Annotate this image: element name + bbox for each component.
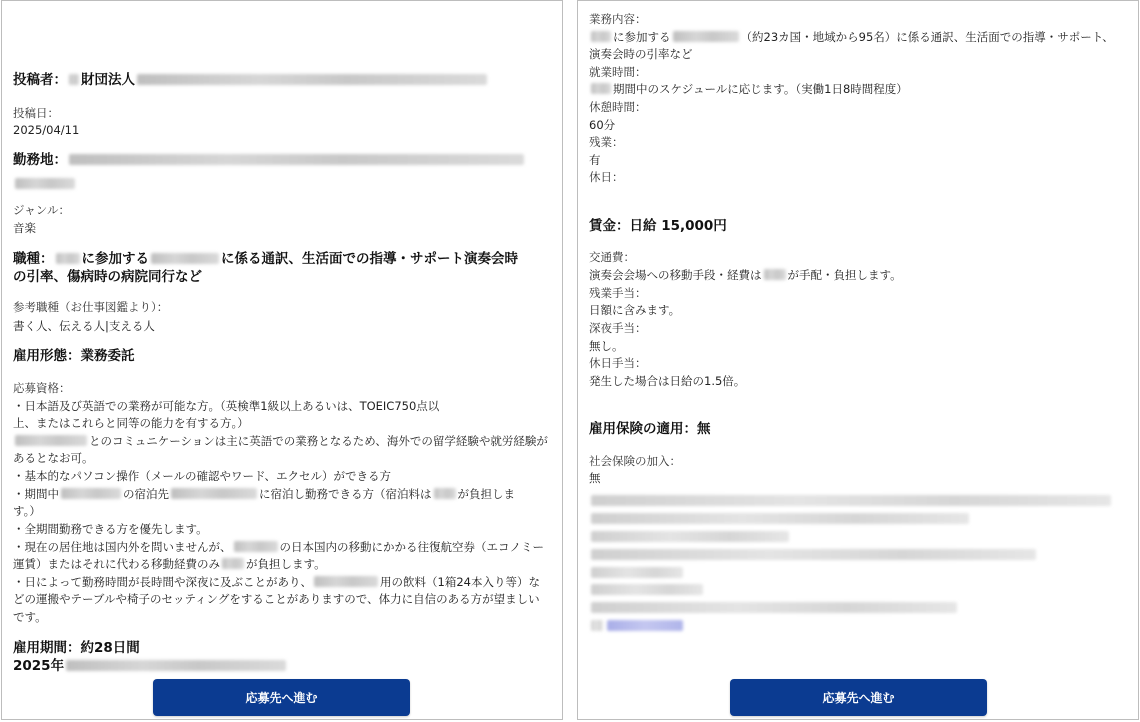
job-title-row-1 [13,250,550,269]
redacted-text [591,31,611,42]
wage-label: 賃金： [589,218,630,234]
transport-label: 交通費： [589,250,635,264]
poster-row [13,71,550,90]
qualification-line: あるとなお可。 [13,451,94,465]
redacted-line [589,526,1126,545]
period-value: 約28日間 [80,640,140,656]
job-label: 職種： [13,251,54,267]
ot-pay-label: 残業手当： [589,286,647,300]
qualification-text: に宿泊し勤務できる方（宿泊料は [259,487,432,501]
qualification-text: が負担します。 [246,557,326,571]
insurance-row [589,420,1126,439]
redacted-text [69,74,79,85]
qualification-line: ・全期間勤務できる方を優先します。 [13,522,208,536]
ot-pay-value: 日額に含みます。 [589,303,681,317]
qualification-line: ・日本語及び英語での業務が可能な方。（英検準1級以上あるいは、TOEIC750点以 [13,399,440,413]
overtime-label: 残業： [589,135,624,149]
qualification-text: 運賃）またはそれに代わる移動経費のみ [13,557,220,571]
hours-label: 就業時間： [589,65,647,79]
transport-line [589,267,1126,284]
qualification-text: ・日によって勤務時間が長時間や深夜に及ぶことがあり、 [13,575,312,589]
qualification-text: の日本国内の移動にかかる往復航空券（エコノミー [279,540,544,554]
apply-button[interactable]: 応募先へ進む [153,679,410,716]
apply-button[interactable]: 応募先へ進む [730,679,987,716]
location-row-2 [13,173,550,192]
redacted-line [589,490,1126,509]
hours-value: 期間中のスケジュールに応じます。（実働1日8時間程度） [613,82,908,96]
duties-label: 業務内容： [589,12,647,26]
qualification-text: とのコミュニケーションは主に英語での業務となるため、海外での留学経験や就労経験が [89,434,548,448]
redacted-text [151,253,219,264]
job-detail-panel-left [1,0,563,720]
qualification-line [13,574,550,591]
redacted-line [589,579,1126,598]
genre-value: 音楽 [13,221,36,235]
qualification-line: です。 [13,610,47,624]
redacted-text [764,269,786,280]
holiday-pay-value: 発生した場合は日給の1.5倍。 [589,374,746,388]
redacted-text [15,435,87,446]
qualification-line [13,433,550,450]
overtime-value: 有 [589,153,601,167]
night-pay-label: 深夜手当： [589,321,647,335]
redacted-link-line [589,615,1126,634]
post-date-value: 2025/04/11 [13,123,80,137]
job-detail-panel-right [577,0,1139,720]
location-label: 勤務地： [13,152,67,168]
qualification-line: 上、またはこれらと同等の能力を有する方。） [13,416,249,430]
duties-line: 演奏会時の引率など [589,47,693,61]
transport-text: が手配・負担します。 [787,268,902,282]
redacted-text [234,541,278,552]
qualification-line: どの運搬やテーブルや椅子のセッティングをすることがありますので、体力に自信のある方が望ましい [13,592,540,606]
redacted-text [56,253,80,264]
post-date-label: 投稿日： [13,106,59,120]
job-title-row-2: の引率、傷病時の病院同行など [13,269,202,285]
qualification-label: 応募資格： [13,381,71,395]
qualification-line [13,539,550,556]
insurance-label: 雇用保険の適用： [589,421,697,437]
insurance-value: 無 [697,421,711,437]
duties-text: に参加する [613,30,671,44]
transport-text: 演奏会会場への移動手段・経費は [589,268,762,282]
redacted-text [591,83,611,94]
redacted-line [589,508,1126,527]
duties-text: （約23カ国・地域から95名）に係る通訳、生活面での指導・サポート、 [740,30,1114,44]
redacted-text [673,31,739,42]
period-year: 2025年 [13,658,65,674]
ref-job-value: 書く人、伝える人|支える人 [13,319,155,333]
holiday-pay-label: 休日手当： [589,356,647,370]
night-pay-value: 無し。 [589,339,624,353]
qualification-text: ・期間中 [13,487,59,501]
job-text-1: に参加する [81,251,149,267]
qualification-line: す。） [13,504,41,518]
social-insurance-label: 社会保険の加入： [589,454,681,468]
job-text-2: に係る通訳、生活面での指導・サポート演奏会時 [221,251,518,267]
redacted-text [69,154,524,165]
qualification-text: が負担しま [457,487,515,501]
qualification-line: ・基本的なパソコン操作（メールの確認やワード、エクセル）ができる方 [13,469,392,483]
break-value: 60分 [589,118,616,132]
redacted-text [61,488,121,499]
redacted-line [589,544,1126,563]
qualification-line [13,556,550,573]
poster-value: 財団法人 [81,72,135,88]
poster-label: 投稿者： [13,72,67,88]
duties-line [589,29,1126,46]
redacted-line [589,597,1126,616]
location-row [13,151,550,170]
period-label: 雇用期間： [13,640,81,656]
break-label: 休憩時間： [589,100,647,114]
hours-line [589,81,1126,98]
redacted-text [15,178,75,189]
qualification-text: 用の飲料（1箱24本入り等）な [380,575,540,589]
redacted-text [434,488,456,499]
wage-row [589,217,1126,236]
employment-label: 雇用形態： [13,348,81,364]
redacted-text [137,74,487,85]
social-insurance-value: 無 [589,471,601,485]
redacted-text [314,576,378,587]
wage-value: 日給 15,000円 [629,218,727,234]
holiday-label: 休日： [589,170,624,184]
redacted-text [171,488,257,499]
period-row [13,639,550,658]
redacted-link[interactable] [607,620,683,631]
employment-row [13,347,550,366]
redacted-text [222,558,244,569]
genre-label: ジャンル： [13,203,70,217]
redacted-text [66,660,286,671]
period-row-2 [13,657,550,676]
qualification-text: ・現在の居住地は国内外を問いませんが、 [13,540,232,554]
ref-job-label: 参考職種（お仕事図鑑より）： [13,300,169,314]
qualification-text: の宿泊先 [123,487,169,501]
qualification-line [13,486,550,503]
employment-value: 業務委託 [80,348,135,364]
